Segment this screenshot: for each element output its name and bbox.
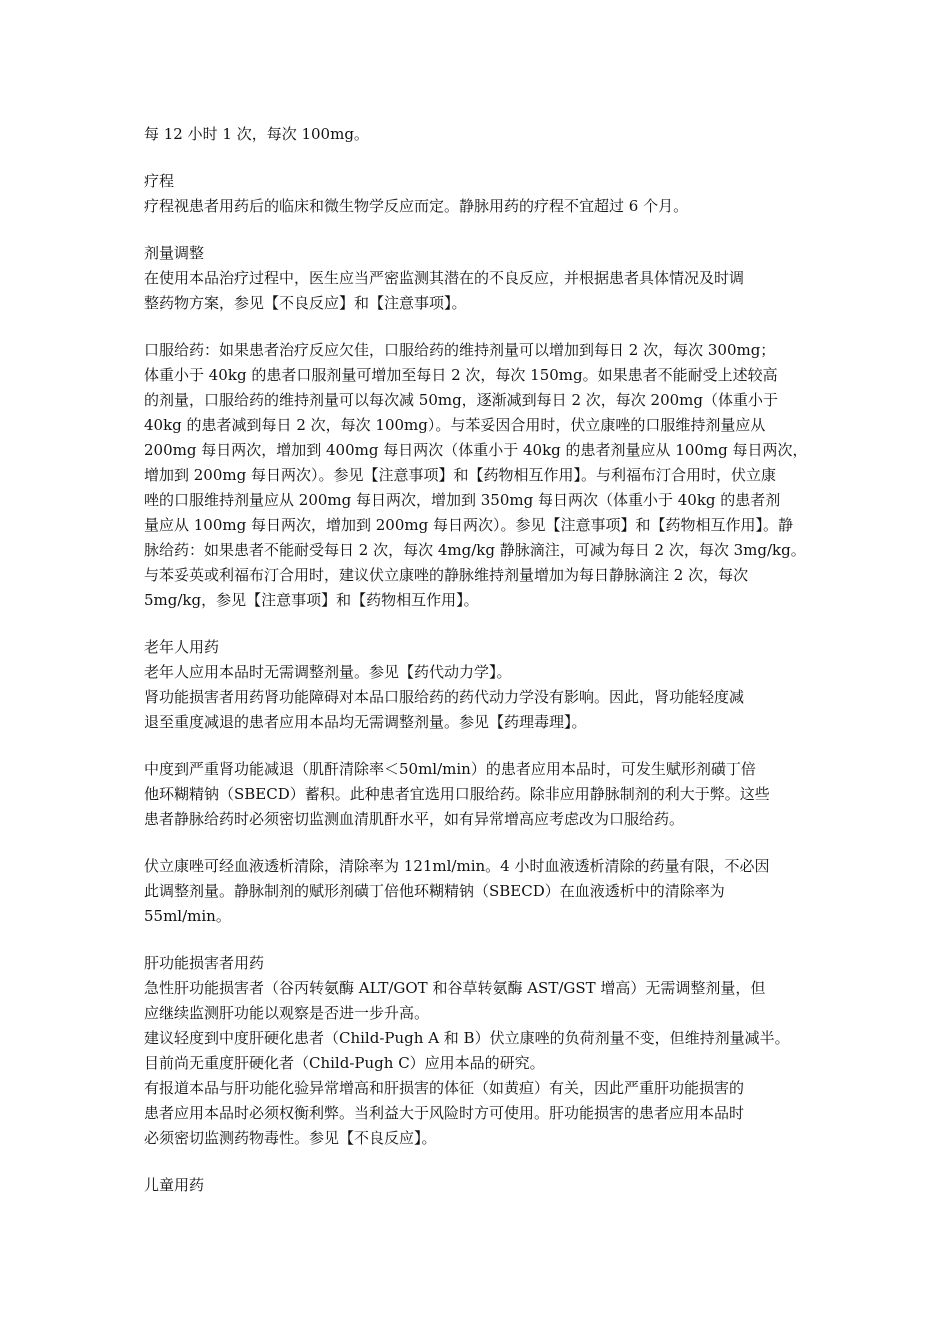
text-line: 整药物方案，参见【不良反应】和【注意事项】。: [144, 294, 467, 312]
text-line: 每 12 小时 1 次，每次 100mg。: [144, 125, 369, 143]
paragraph-gap: [144, 316, 820, 338]
paragraph-gap: [144, 219, 820, 241]
paragraph-gap: [144, 1151, 820, 1173]
paragraph-gap: [144, 613, 820, 635]
text-line: 建议轻度到中度肝硬化患者（Child-Pugh A 和 B）伏立康唑的负荷剂量不变，但维持剂量减半。: [144, 1029, 790, 1047]
text-line: 与苯妥英或利福布汀合用时，建议伏立康唑的静脉维持剂量增加为每日静脉滴注 2 次，每次: [144, 566, 749, 584]
text-line: 必须密切监测药物毒性。参见【不良反应】。: [144, 1129, 437, 1147]
text-line: 退至重度减退的患者应用本品均无需调整剂量。参见【药理毒理】。: [144, 713, 587, 731]
text-line: 目前尚无重度肝硬化者（Child-Pugh C）应用本品的研究。: [144, 1054, 545, 1072]
text-line: 200mg 每日两次，增加到 400mg 每日两次（体重小于 40kg 的患者剂量应从 100mg 每日两次，: [144, 441, 808, 459]
text-line: 疗程: [144, 172, 175, 190]
paragraph-gap: [144, 929, 820, 951]
text-line: 中度到严重肾功能减退（肌酐清除率＜50ml/min）的患者应用本品时，可发生赋形剂磺丁倍: [144, 760, 756, 778]
text-line: 口服给药：如果患者治疗反应欠佳，口服给药的维持剂量可以增加到每日 2 次，每次 300mg；: [144, 341, 776, 359]
text-line: 40kg 的患者减到每日 2 次，每次 100mg）。与苯妥因合用时，伏立康唑的口服维持剂量应从: [144, 416, 766, 434]
text-line: 55ml/min。: [144, 907, 231, 925]
text-line: 在使用本品治疗过程中，医生应当严密监测其潜在的不良反应，并根据患者具体情况及时调: [144, 269, 745, 287]
text-line: 体重小于 40kg 的患者口服剂量可增加至每日 2 次，每次 150mg。如果患者不能耐受上述较高: [144, 366, 778, 384]
text-line: 肾功能损害者用药肾功能障碍对本品口服给药的药代动力学没有影响。因此，肾功能轻度减: [144, 688, 745, 706]
text-line: 疗程视患者用药后的临床和微生物学反应而定。静脉用药的疗程不宜超过 6 个月。: [144, 197, 689, 215]
text-line: 应继续监测肝功能以观察是否进一步升高。: [144, 1004, 430, 1022]
text-line: 肝功能损害者用药: [144, 954, 265, 972]
text-line: 老年人用药: [144, 638, 220, 656]
text-line: 剂量调整: [144, 244, 205, 262]
paragraph-gap: [144, 147, 820, 169]
text-line: 儿童用药: [144, 1176, 205, 1194]
text-line: 量应从 100mg 每日两次，增加到 200mg 每日两次）。参见【注意事项】和【药物相互作用】。静: [144, 516, 793, 534]
paragraph-gap: [144, 735, 820, 757]
text-line: 5mg/kg，参见【注意事项】和【药物相互作用】。: [144, 591, 479, 609]
text-line: 有报道本品与肝功能化验异常增高和肝损害的体征（如黄疸）有关，因此严重肝功能损害的: [144, 1079, 745, 1097]
text-line: 伏立康唑可经血液透析清除，清除率为 121ml/min。4 小时血液透析清除的药量有限，不必因: [144, 857, 770, 875]
text-line: 急性肝功能损害者（谷丙转氨酶 ALT/GOT 和谷草转氨酶 AST/GST 增高）无需调整剂量，但: [144, 979, 766, 997]
text-line: 脉给药：如果患者不能耐受每日 2 次，每次 4mg/kg 静脉滴注，可减为每日 2 次，每次 3mg/kg。: [144, 541, 806, 559]
text-line: 此调整剂量。静脉制剂的赋形剂磺丁倍他环糊精钠（SBECD）在血液透析中的清除率为: [144, 882, 725, 900]
text-line: 患者应用本品时必须权衡利弊。当利益大于风险时方可使用。肝功能损害的患者应用本品时: [144, 1104, 745, 1122]
text-line: 的剂量，口服给药的维持剂量可以每次减 50mg，逐渐减到每日 2 次，每次 200mg（体重小于: [144, 391, 778, 409]
paragraph-gap: [144, 832, 820, 854]
document-body: [144, 122, 820, 1198]
text-line: 唑的口服维持剂量应从 200mg 每日两次，增加到 350mg 每日两次（体重小于 40kg 的患者剂: [144, 491, 781, 509]
text-line: 他环糊精钠（SBECD）蓄积。此种患者宜选用口服给药。除非应用静脉制剂的利大于弊。这些: [144, 785, 770, 803]
text-line: 老年人应用本品时无需调整剂量。参见【药代动力学】。: [144, 663, 512, 681]
text-line: 增加到 200mg 每日两次）。参见【注意事项】和【药物相互作用】。与利福布汀合用时，伏立康: [144, 466, 776, 484]
text-line: 患者静脉给药时必须密切监测血清肌酐水平，如有异常增高应考虑改为口服给药。: [144, 810, 685, 828]
